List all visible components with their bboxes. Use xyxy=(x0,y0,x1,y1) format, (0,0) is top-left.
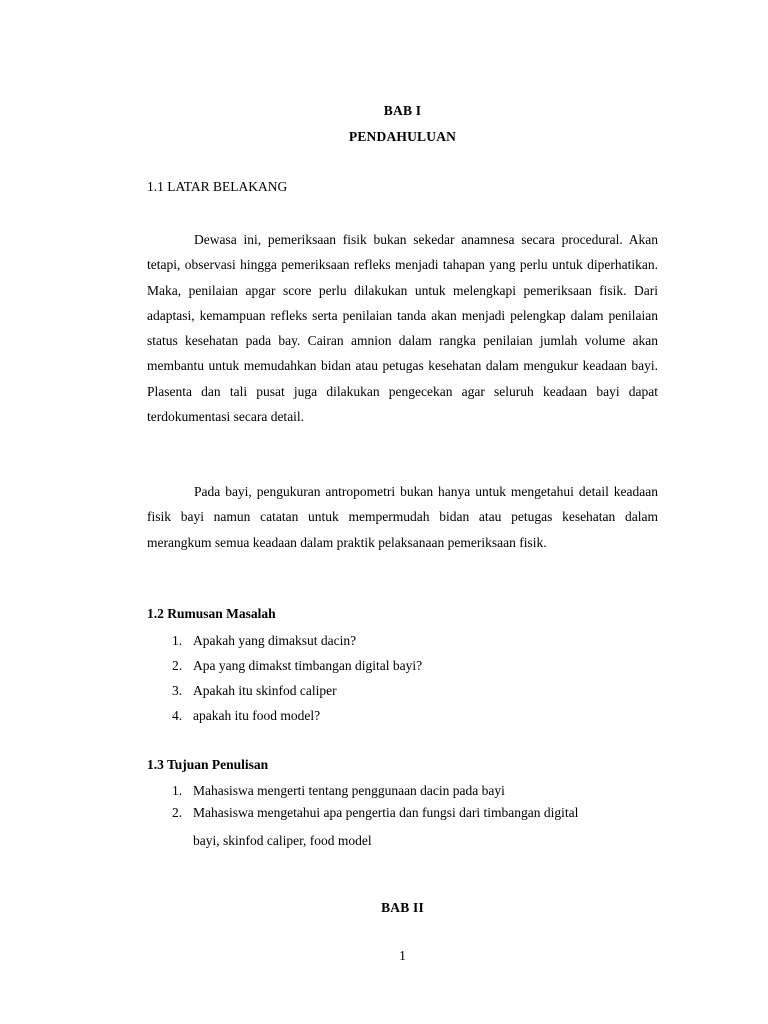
section-1-1-heading: 1.1 LATAR BELAKANG xyxy=(147,179,288,194)
list-item-text: Mahasiswa mengerti tentang penggunaan dacin pada bayi xyxy=(193,783,505,798)
section-1-2-heading: 1.2 Rumusan Masalah xyxy=(147,606,276,621)
list-item-number: 2. xyxy=(172,658,183,673)
list-item-text: Apakah yang dimaksut dacin? xyxy=(193,633,357,648)
background-paragraph-2: Pada bayi, pengukuran antropometri bukan hanya untuk mengetahui detail keadaan fisik bayi namun catatan untuk mempermudah bidan atau petugas kesehatan dalam merangkum semua keadaan dalam praktik pelaksanaan pemeriksaan fisik. xyxy=(147,484,658,550)
list-item-continuation: bayi, skinfod caliper, food model xyxy=(193,833,372,848)
list-item xyxy=(147,802,658,854)
list-item xyxy=(147,628,658,653)
page-number: 1 xyxy=(399,948,406,963)
chapter-1-title: PENDAHULUAN xyxy=(348,129,457,144)
list-item-text: Apa yang dimakst timbangan digital bayi? xyxy=(193,658,423,673)
list-item-number: 1. xyxy=(172,783,183,798)
objectives-list xyxy=(147,780,658,854)
list-item xyxy=(147,678,658,703)
list-item-number: 1. xyxy=(172,633,183,648)
list-item-number: 4. xyxy=(172,708,183,723)
list-item-text: apakah itu food model? xyxy=(193,708,321,723)
list-item-number: 2. xyxy=(172,805,183,820)
list-item xyxy=(147,703,658,728)
problem-statement-list xyxy=(147,628,658,728)
list-item xyxy=(147,653,658,678)
chapter-1-label: BAB I xyxy=(383,103,422,118)
chapter-2-label: BAB II xyxy=(381,900,424,915)
list-item-text: Mahasiswa mengetahui apa pengertia dan fungsi dari timbangan digital xyxy=(193,805,579,820)
background-paragraph-1: Dewasa ini, pemeriksaan fisik bukan sekedar anamnesa secara procedural. Akan tetapi, observasi hingga pemeriksaan refleks menjadi tahapan yang perlu untuk diperhatikan. Maka, penilaian apgar score perlu dilakukan untuk melengkapi pemeriksaan fisik. Dari adaptasi, kemampuan refleks serta penilaian tanda akan menjadi pelengkap dalam penilaian status kesehatan pada bay. Cairan amnion dalam rangka penilaian jumlah volume akan membantu untuk memudahkan bidan atau petugas kesehatan dalam mengukur keadaan bayi. Plasenta dan tali pusat juga dilakukan pengecekan agar seluruh keadaan bayi dapat terdokumentasi secara detail. xyxy=(147,232,658,425)
list-item-number: 3. xyxy=(172,683,183,698)
list-item xyxy=(147,780,658,802)
list-item-text: Apakah itu skinfod caliper xyxy=(193,683,337,698)
section-1-3-heading: 1.3 Tujuan Penulisan xyxy=(147,757,269,772)
